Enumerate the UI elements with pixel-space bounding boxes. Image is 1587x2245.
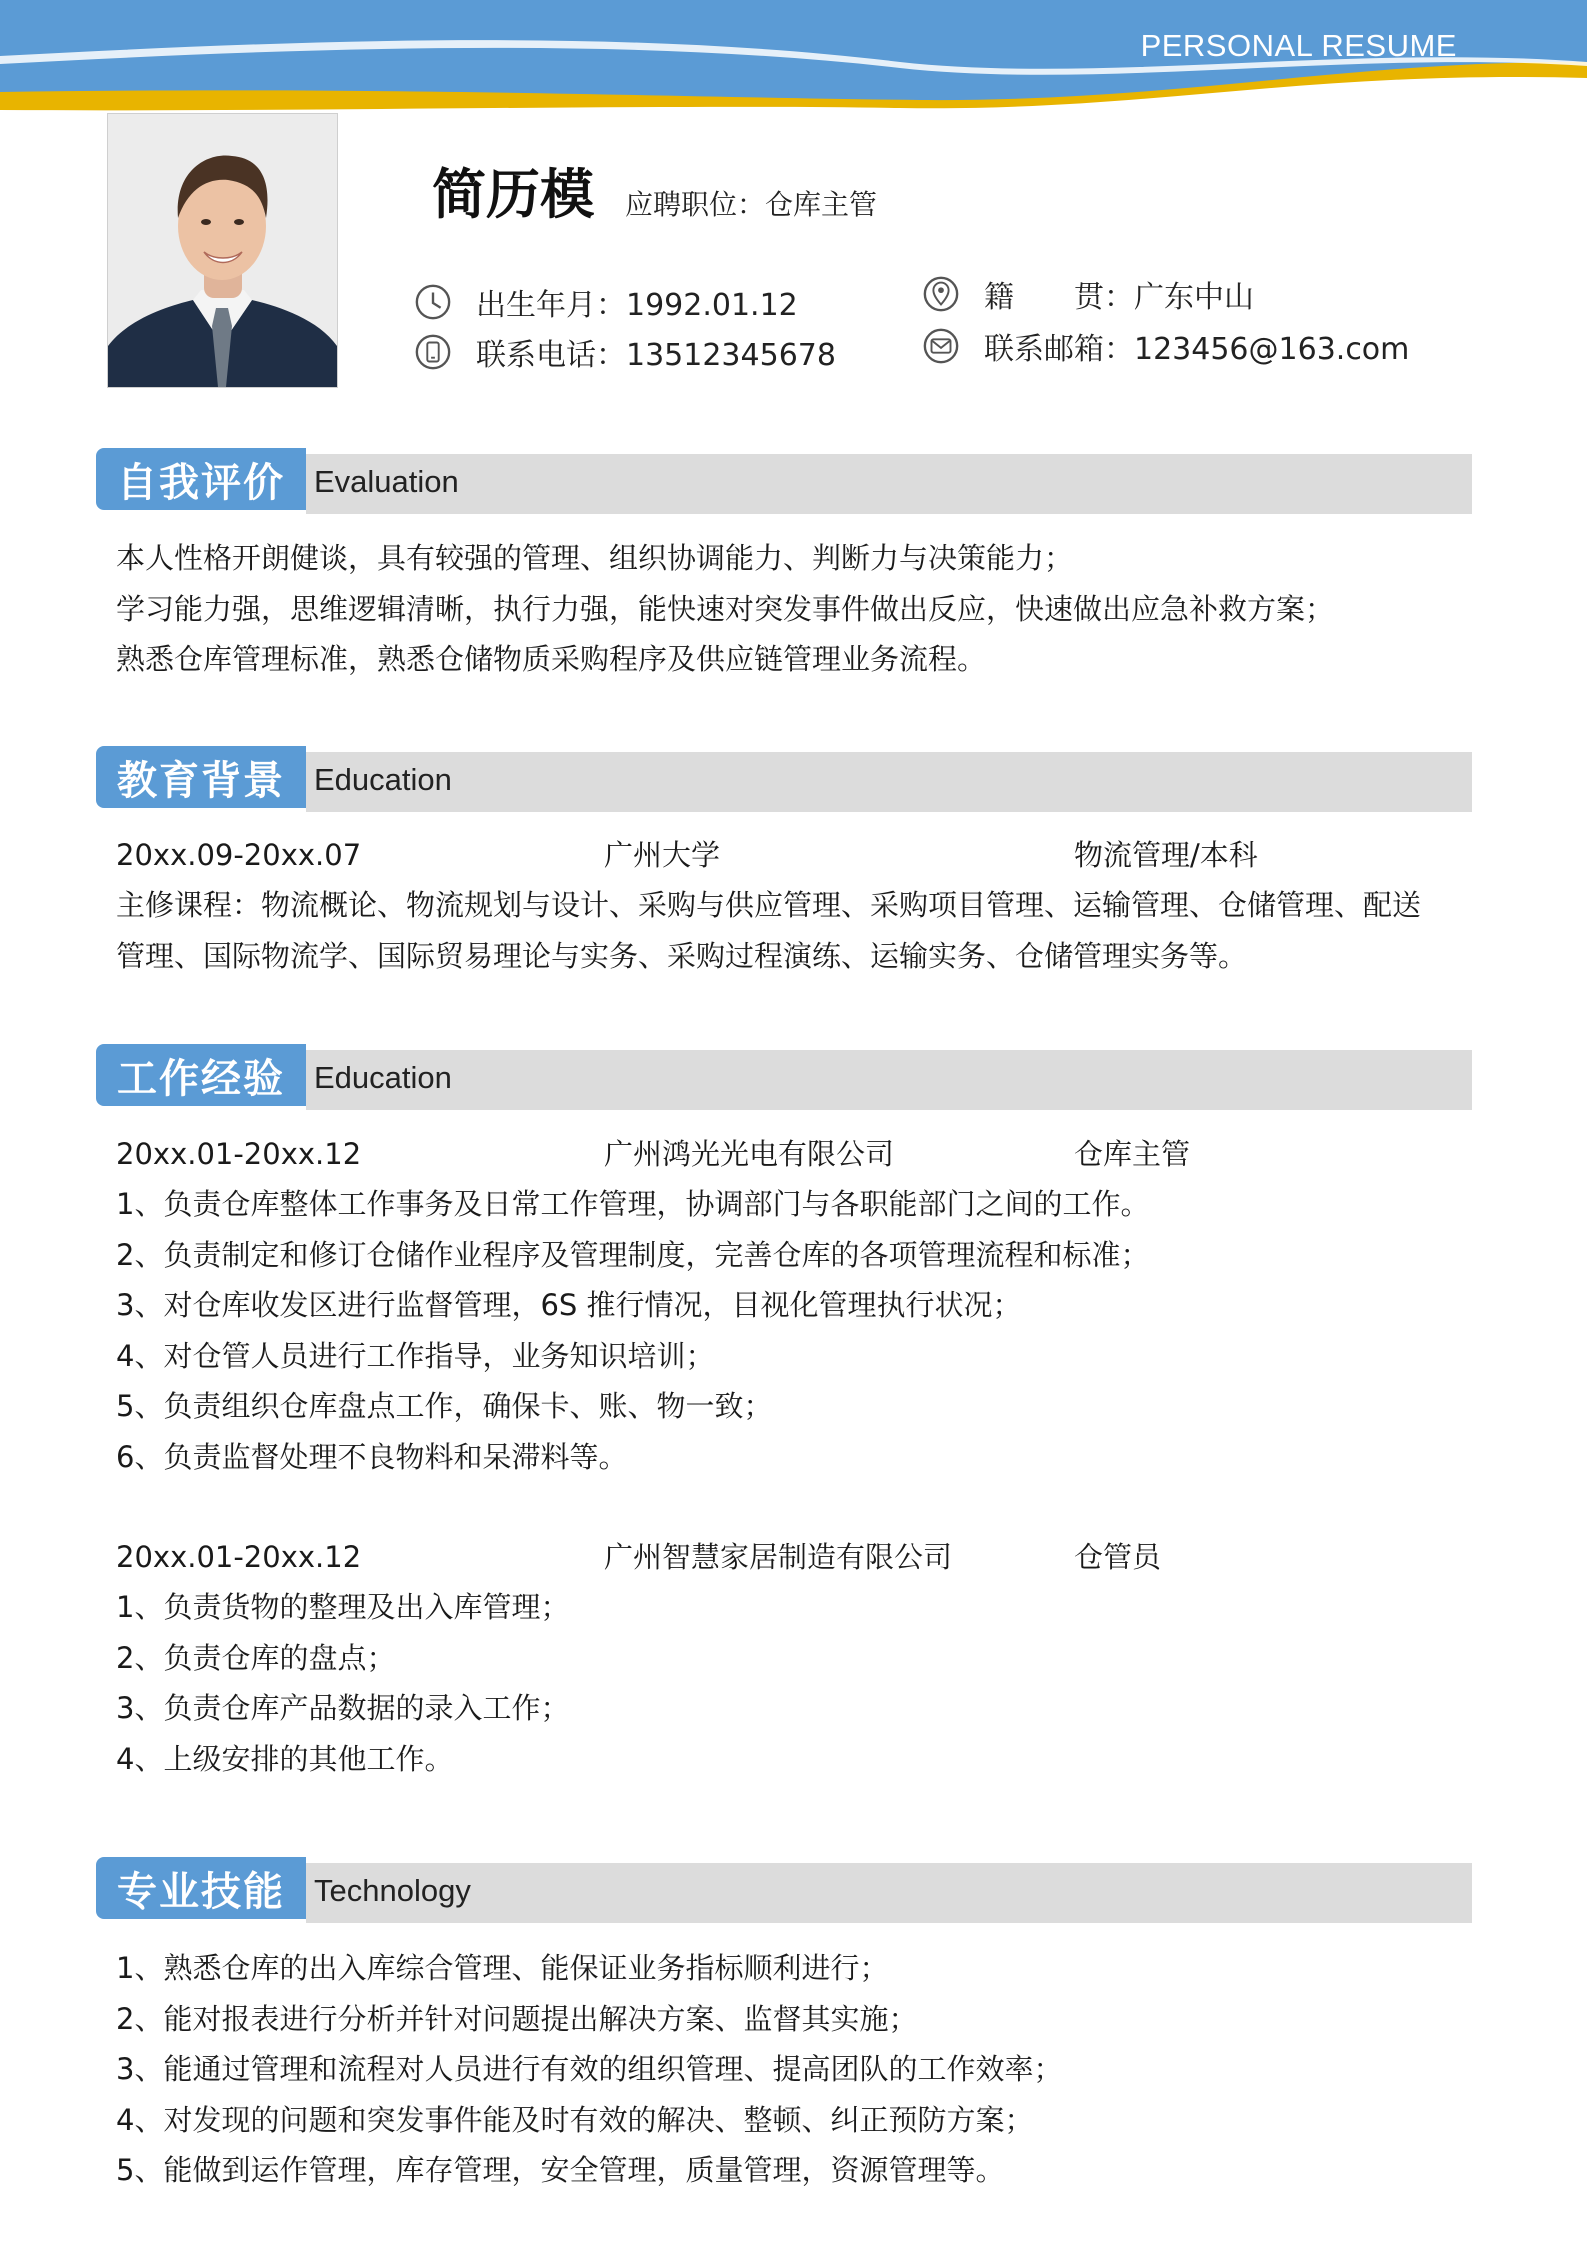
- education-major: 物流管理/本科: [1074, 838, 1258, 872]
- email-info: [922, 324, 1409, 368]
- skills-subtitle: Technology: [314, 1873, 471, 1908]
- birth-text: 出生年月：1992.01.12: [476, 288, 798, 323]
- skill-line: 1、熟悉仓库的出入库综合管理、能保证业务指标顺利进行；: [116, 1951, 889, 1985]
- phone-icon: [414, 333, 452, 371]
- evaluation-line: 熟悉仓库管理标准，熟悉仓储物质采购程序及供应链管理业务流程。: [116, 642, 987, 676]
- duty-line: 3、对仓库收发区进行监督管理，6S 推行情况，目视化管理执行状况；: [116, 1288, 1022, 1322]
- education-row: [116, 830, 1476, 880]
- phone-text: 联系电话：13512345678: [476, 338, 836, 373]
- native-place-text: 籍 贯：广东中山: [984, 280, 1254, 315]
- clock-icon: [414, 283, 452, 321]
- evaluation-section-header: [96, 448, 1472, 510]
- section-bar: [306, 1050, 1472, 1110]
- work-title: 工作经验: [96, 1044, 306, 1106]
- education-school: 广州大学: [604, 838, 721, 872]
- work-subtitle: Education: [314, 1060, 452, 1095]
- job-position: 仓库主管: [1074, 1137, 1191, 1171]
- duty-line: 1、负责货物的整理及出入库管理；: [116, 1590, 570, 1624]
- skills-title: 专业技能: [96, 1857, 306, 1919]
- skills-section-header: [96, 1857, 1472, 1919]
- duty-line: 4、上级安排的其他工作。: [116, 1741, 454, 1776]
- education-subtitle: Education: [314, 762, 452, 797]
- email-text: 联系邮箱：123456@163.com: [984, 332, 1410, 367]
- duty-line: 4、对仓管人员进行工作指导，业务知识培训；: [116, 1338, 715, 1373]
- skills-content: [116, 1943, 1476, 2196]
- section-bar: [306, 752, 1472, 812]
- education-period: 20xx.09-20xx.07: [116, 838, 362, 872]
- courses-line: 管理、国际物流学、国际贸易理论与实务、采购过程演练、运输实务、仓储管理实务等。: [116, 938, 1248, 973]
- resume-name: 简历模: [432, 163, 594, 226]
- job-company: 广州智慧家居制造有限公司: [604, 1540, 953, 1574]
- duty-line: 3、负责仓库产品数据的录入工作；: [116, 1691, 570, 1725]
- duty-line: 5、负责组织仓库盘点工作，确保卡、账、物一致；: [116, 1389, 773, 1423]
- courses-line: 主修课程：物流概论、物流规划与设计、采购与供应管理、采购项目管理、运输管理、仓储管理、配送: [116, 888, 1422, 922]
- location-pin-icon: [922, 275, 960, 313]
- job-period: 20xx.01-20xx.12: [116, 1137, 362, 1171]
- evaluation-line: 本人性格开朗健谈，具有较强的管理、组织协调能力、判断力与决策能力；: [116, 541, 1074, 575]
- education-title: 教育背景: [96, 746, 306, 808]
- skill-line: 3、能通过管理和流程对人员进行有效的组织管理、提高团队的工作效率；: [116, 2052, 1063, 2086]
- phone-info: [414, 330, 836, 374]
- duty-line: 6、负责监督处理不良物料和呆滞料等。: [116, 1439, 628, 1474]
- job-row: [116, 1129, 1476, 1179]
- duty-line: 1、负责仓库整体工作事务及日常工作管理，协调部门与各职能部门之间的工作。: [116, 1187, 1150, 1221]
- birth-info: [414, 280, 798, 324]
- evaluation-line: 学习能力强，思维逻辑清晰，执行力强，能快速对突发事件做出反应，快速做出应急补救方案；: [116, 591, 1335, 626]
- evaluation-subtitle: Evaluation: [314, 464, 459, 499]
- education-courses: [116, 880, 1476, 981]
- email-icon: [922, 327, 960, 365]
- profile-photo: [107, 113, 338, 388]
- job-period: 20xx.01-20xx.12: [116, 1540, 362, 1574]
- duty-line: 2、负责仓库的盘点；: [116, 1640, 396, 1675]
- native-place-info: [922, 272, 1254, 316]
- job-duties: [116, 1179, 1476, 1482]
- duty-line: 2、负责制定和修订仓储作业程序及管理制度，完善仓库的各项管理流程和标准；: [116, 1237, 1150, 1272]
- job-row: [116, 1532, 1476, 1582]
- evaluation-content: [116, 533, 1476, 685]
- header-banner: [0, 0, 1587, 120]
- section-bar: [306, 454, 1472, 514]
- work-section-header: [96, 1044, 1472, 1106]
- skill-line: 2、能对报表进行分析并针对问题提出解决方案、监督其实施；: [116, 2001, 918, 2036]
- skill-line: 5、能做到运作管理，库存管理，安全管理，质量管理，资源管理等。: [116, 2153, 1005, 2187]
- education-section-header: [96, 746, 1472, 808]
- job-duties: [116, 1582, 1476, 1784]
- skill-line: 4、对发现的问题和突发事件能及时有效的解决、整顿、纠正预防方案；: [116, 2102, 1034, 2137]
- section-bar: [306, 1863, 1472, 1923]
- job-company: 广州鸿光光电有限公司: [604, 1137, 895, 1171]
- job-position: 仓管员: [1074, 1540, 1162, 1574]
- job-title: 应聘职位：仓库主管: [625, 188, 878, 221]
- evaluation-title: 自我评价: [96, 448, 306, 510]
- banner-title: PERSONAL RESUME: [1140, 28, 1457, 63]
